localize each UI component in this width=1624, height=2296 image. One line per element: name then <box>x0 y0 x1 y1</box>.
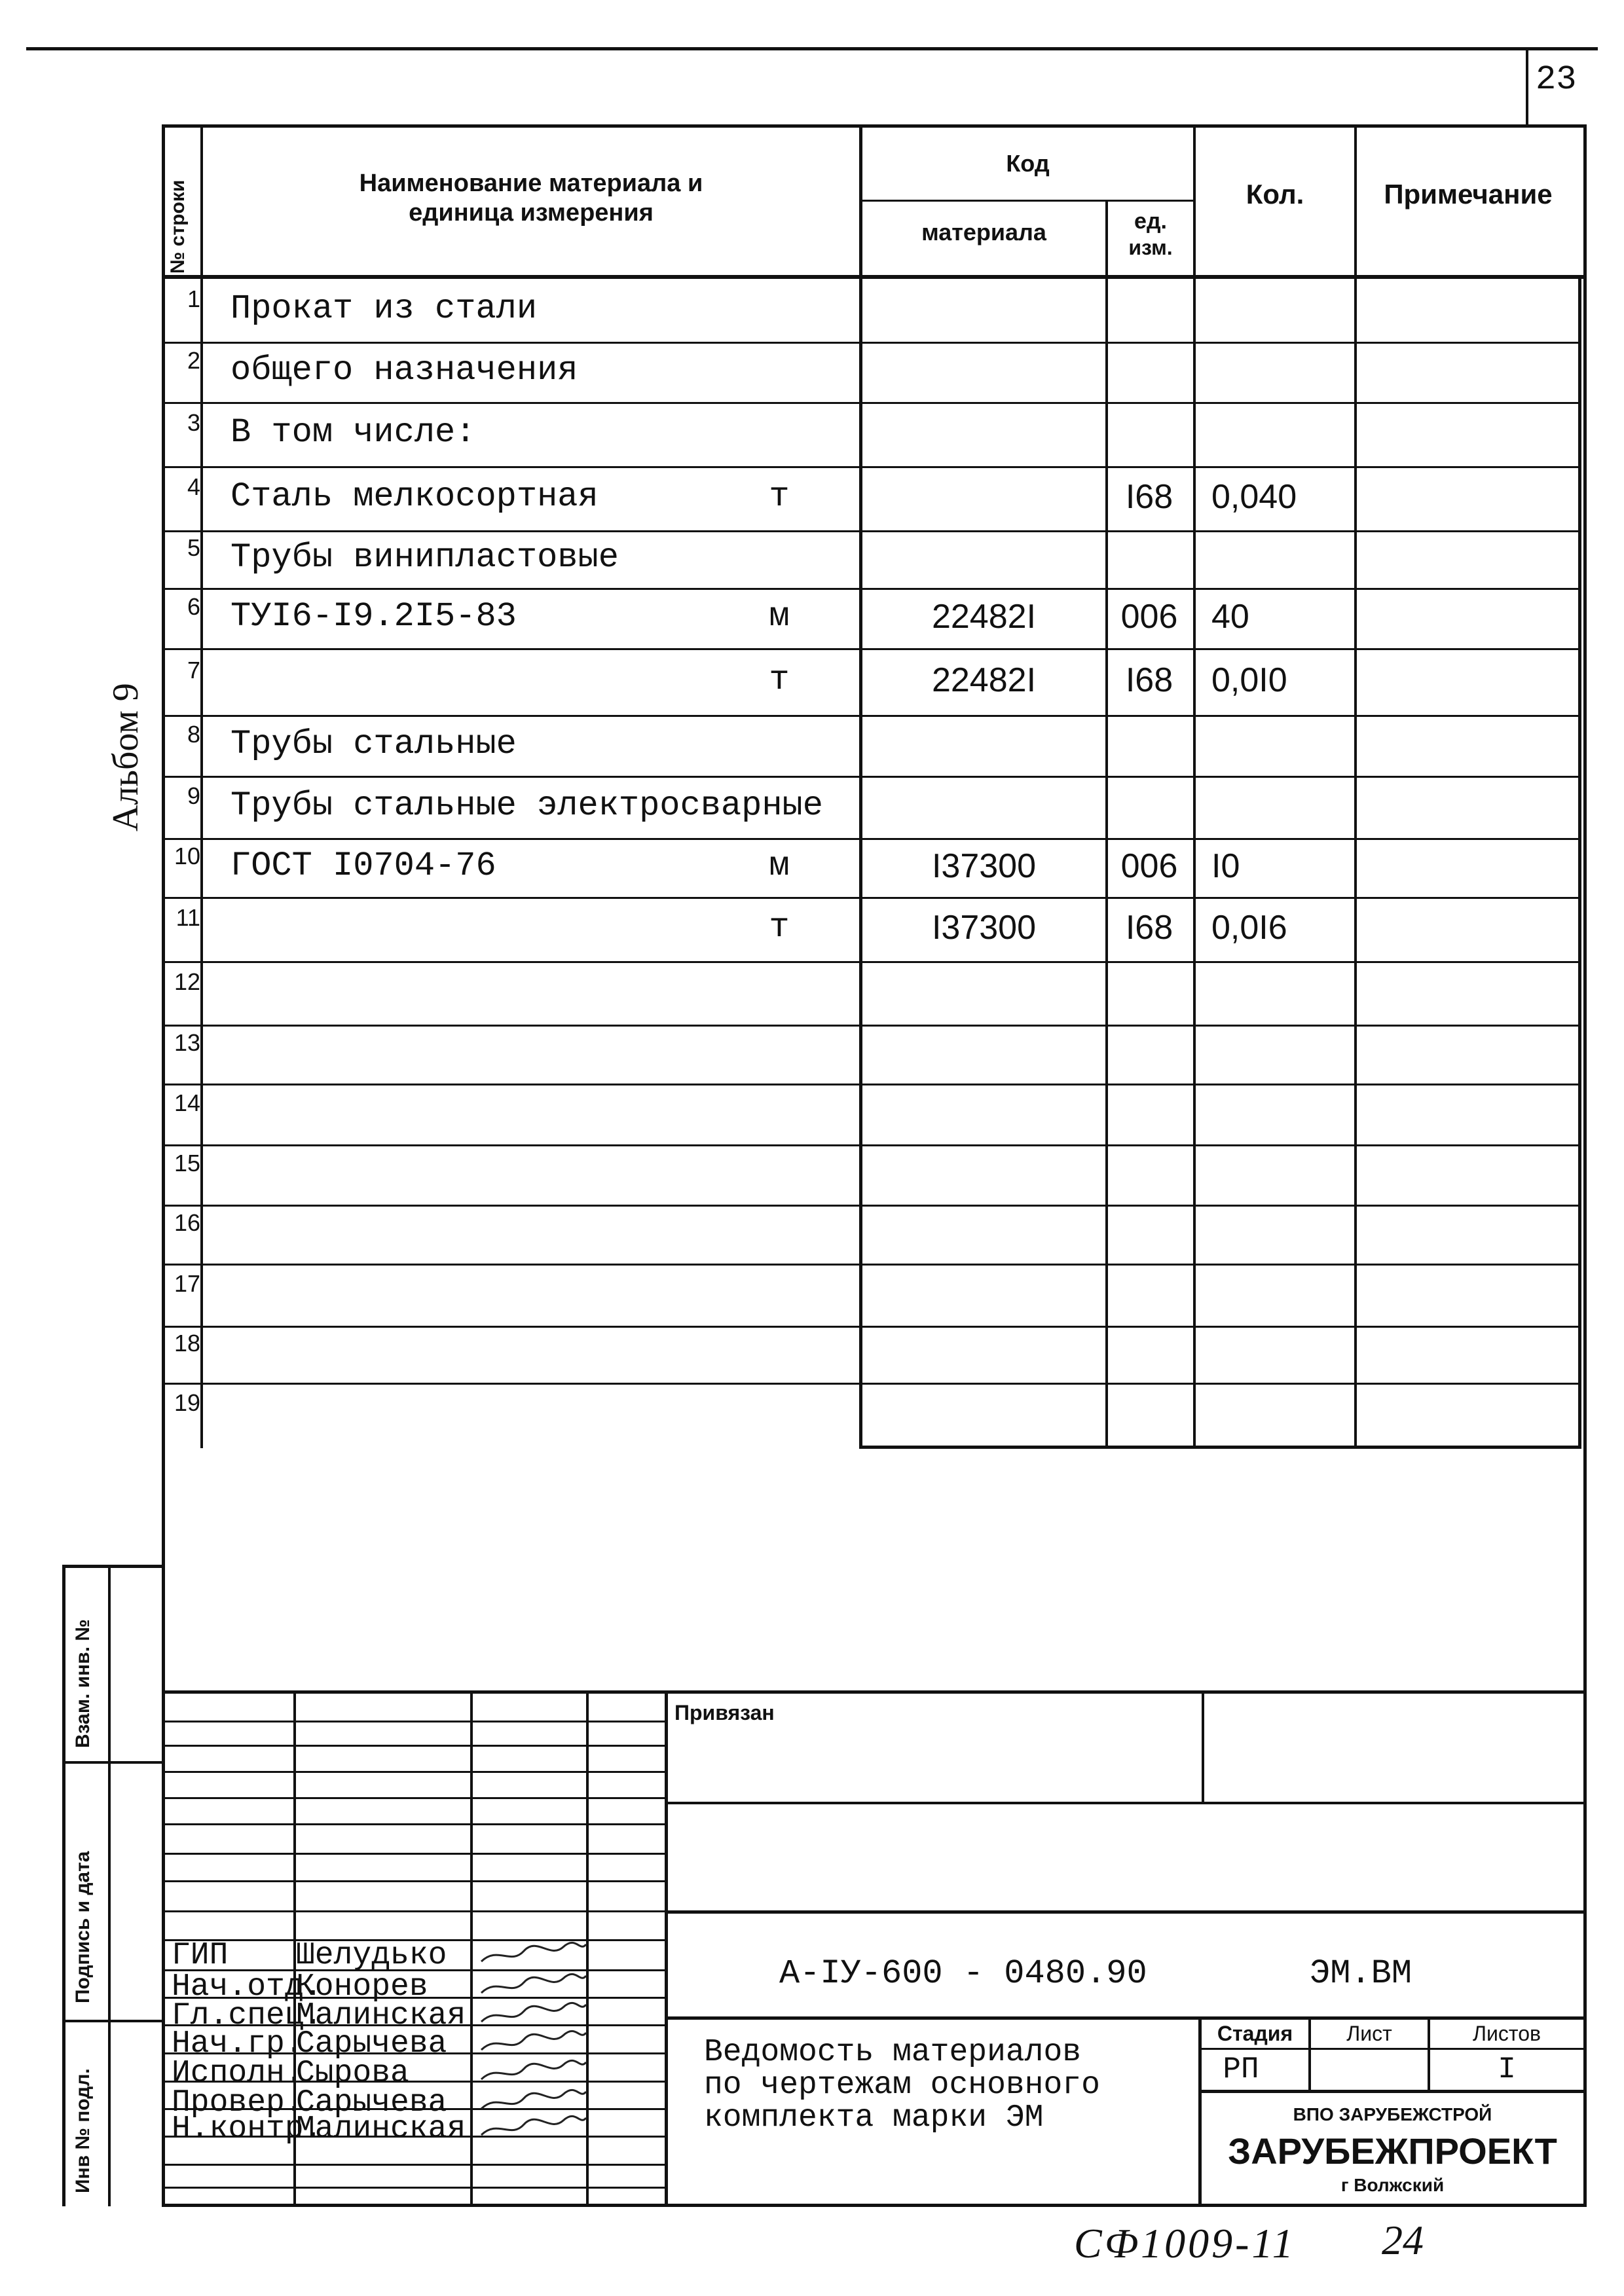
lower-left-border <box>162 1448 165 2206</box>
row-number: 4 <box>187 473 200 500</box>
side-div-2 <box>62 2020 164 2022</box>
signature-mark <box>478 2028 589 2056</box>
row-line <box>164 402 1579 404</box>
top-rule <box>26 47 1598 50</box>
signer-name: Малинская <box>296 2111 466 2147</box>
code-header-divider <box>859 200 1193 202</box>
row-line <box>164 838 1579 840</box>
sheets-label: Листов <box>1473 2021 1541 2045</box>
row-line <box>164 1205 1579 1207</box>
row-number: 18 <box>174 1329 200 1357</box>
row-code: 22482I <box>931 598 1037 636</box>
row-line <box>164 588 1579 590</box>
row-name: общего назначения <box>231 351 578 390</box>
stamp-col-d <box>665 1690 668 2206</box>
row-line <box>164 1144 1579 1146</box>
signer-name: Конорев <box>296 1969 428 2005</box>
signer-role: ГИП <box>172 1938 229 1973</box>
row-name: Сталь мелкосортная <box>231 477 599 516</box>
signer-role: Н.контр. <box>172 2111 323 2147</box>
stamp-col-b <box>470 1690 473 2206</box>
col-divider-qty <box>1354 124 1357 1448</box>
row-name: Трубы винипластовые <box>231 538 619 577</box>
row-ed: 006 <box>1120 847 1178 885</box>
sheet-label: Лист <box>1346 2021 1392 2045</box>
row-number: 3 <box>187 409 200 436</box>
header-code-unit-1: ед. <box>1134 208 1167 234</box>
stage-value: РП <box>1223 2052 1259 2086</box>
row-number: 5 <box>187 534 200 561</box>
row-line <box>164 1025 1579 1027</box>
stamp-row-line <box>164 1823 667 1825</box>
row-name: Прокат из стали <box>231 289 538 328</box>
side-top <box>62 1565 164 1568</box>
row-ed: I68 <box>1125 909 1173 947</box>
signer-role: Исполн. <box>172 2056 304 2091</box>
signer-name: Сарычева <box>296 2026 447 2062</box>
row-line <box>164 466 1579 468</box>
stamp-privyazan-bottom <box>665 1802 1587 1804</box>
side-col-inner <box>108 1565 111 2206</box>
side-col-outer <box>62 1565 65 2206</box>
header-code-material: материала <box>921 219 1046 246</box>
row-number: 12 <box>174 968 200 995</box>
row-number: 1 <box>187 285 200 312</box>
stamp-col-e <box>1202 1690 1204 1802</box>
row-name: ТУI6-I9.2I5-83 <box>231 597 517 636</box>
row-name: ГОСТ I0704-76 <box>231 847 496 885</box>
row-line <box>164 342 1579 344</box>
stamp-row-line <box>164 1910 667 1912</box>
row-line <box>164 776 1579 778</box>
row-code: I37300 <box>931 909 1037 947</box>
handwritten-page: 24 <box>1382 2217 1424 2263</box>
row-ed: I68 <box>1125 661 1173 699</box>
row-ed: I68 <box>1125 478 1173 516</box>
sheets-value: I <box>1498 2052 1516 2086</box>
stamp-info-1 <box>1198 2048 1587 2050</box>
handwritten-footer: СФ1009-11 <box>1074 2220 1296 2267</box>
row-number: 9 <box>187 782 200 809</box>
doc-title-line2: по чертежам основного <box>704 2068 1100 2103</box>
stamp-row-line <box>164 1797 667 1799</box>
signature-mark <box>478 1971 589 1999</box>
row-number: 14 <box>174 1089 200 1116</box>
stamp-info-2 <box>1198 2090 1587 2093</box>
row-line <box>164 961 1579 963</box>
header-qty: Кол. <box>1246 179 1304 210</box>
side-label-vzam: Взам. инв. № <box>72 1619 94 1748</box>
row-number: 15 <box>174 1150 200 1176</box>
col-divider-ed <box>1193 124 1196 1448</box>
row-name: Трубы стальные <box>231 724 517 763</box>
table-body-bottom <box>859 1446 1581 1449</box>
row-line <box>164 648 1579 650</box>
row-code: 22482I <box>931 661 1037 699</box>
header-code: Код <box>1006 150 1050 177</box>
row-number: 8 <box>187 720 200 748</box>
signer-role: Нач.гр. <box>172 2026 304 2062</box>
signature-mark <box>478 1939 589 1968</box>
page-number: 23 <box>1536 60 1577 99</box>
row-unit: т <box>769 477 790 516</box>
side-label-podpis: Подпись и дата <box>72 1851 94 2003</box>
row-line <box>164 715 1579 717</box>
page-bottom-border <box>162 2204 1587 2207</box>
header-name-line1: Наименование материала и <box>359 169 703 197</box>
row-line <box>164 530 1579 532</box>
row-name: Трубы стальные электросварные <box>231 786 823 825</box>
row-line <box>164 1326 1579 1328</box>
signer-name: Шелудько <box>296 1938 447 1973</box>
signer-role: Нач.отд. <box>172 1969 323 2005</box>
signature-mark <box>478 2057 589 2086</box>
stamp-row-line <box>164 2187 667 2189</box>
org-line1: ВПО ЗАРУБЕЖСТРОЙ <box>1293 2104 1492 2124</box>
row-code: I37300 <box>931 847 1037 885</box>
row-unit: т <box>769 661 790 699</box>
side-label-inv: Инв № подл. <box>72 2068 94 2193</box>
row-number: 17 <box>174 1269 200 1297</box>
table-right-border <box>1583 124 1587 2206</box>
stamp-top <box>162 1690 1587 1694</box>
stamp-row-line <box>164 1880 667 1882</box>
col-divider-rowno <box>200 124 203 1448</box>
header-code-unit-2: изм. <box>1128 235 1173 259</box>
row-qty: I0 <box>1211 847 1240 885</box>
row-line <box>164 1264 1579 1266</box>
row-qty: 0,0I0 <box>1211 661 1287 699</box>
signer-role: Провер. <box>172 2085 304 2121</box>
row-number: 13 <box>174 1029 200 1056</box>
row-name: В том числе: <box>231 413 476 452</box>
row-line <box>164 897 1579 899</box>
org-line2: ЗАРУБЕЖПРОЕКТ <box>1228 2130 1557 2172</box>
row-line <box>164 1084 1579 1085</box>
header-note: Примечание <box>1384 179 1553 210</box>
row-qty: 40 <box>1211 598 1249 636</box>
row-line <box>164 1383 1579 1385</box>
doc-mark: ЭМ.ВМ <box>1310 1954 1412 1993</box>
header-row-no: № строки <box>167 179 189 274</box>
doc-title-line3: комплекта марки ЭМ <box>704 2100 1044 2136</box>
page-number-box-left <box>1526 47 1528 124</box>
org-line3: г Волжский <box>1340 2175 1445 2195</box>
privyazan-label: Привязан <box>674 1701 775 1724</box>
row-unit: м <box>769 597 790 636</box>
doc-code: А-IУ-600 - 0480.90 <box>779 1954 1147 1993</box>
row-number: 16 <box>174 1209 200 1236</box>
header-bottom-border <box>162 275 1586 279</box>
header-name-line2: единица измерения <box>409 198 654 227</box>
row-unit: м <box>769 847 790 885</box>
row-ed: 006 <box>1120 598 1178 636</box>
signer-name: Малинская <box>296 1998 466 2033</box>
row-number: 6 <box>187 593 200 620</box>
signature-mark <box>478 2113 589 2141</box>
table-body-right <box>1578 275 1581 1448</box>
row-qty: 0,0I6 <box>1211 909 1287 947</box>
stamp-row-line <box>164 1721 667 1722</box>
side-div-1 <box>62 1761 164 1764</box>
row-number: 11 <box>175 904 200 931</box>
sheet-value <box>1311 2050 1428 2088</box>
album-label: Альбом 9 <box>105 683 146 831</box>
col-divider-code <box>1105 200 1108 1448</box>
stamp-row-line <box>164 2164 667 2166</box>
signer-name: Сырова <box>296 2056 409 2091</box>
row-number: 2 <box>187 347 200 374</box>
row-number: 19 <box>174 1389 200 1416</box>
stamp-row-line <box>164 1771 667 1773</box>
signer-role: Гл.спец. <box>172 1998 323 2033</box>
stamp-row-line <box>164 1745 667 1747</box>
signature-mark <box>478 2086 589 2115</box>
col-divider-name <box>859 124 862 1448</box>
row-unit: т <box>769 908 790 947</box>
doc-title-line1: Ведомость материалов <box>704 2035 1082 2070</box>
stamp-row-line <box>164 1853 667 1855</box>
stamp-code-top <box>665 1910 1587 1914</box>
signature-mark <box>478 1999 589 2028</box>
table-top-border <box>162 124 1586 128</box>
row-number: 10 <box>174 843 200 869</box>
signer-name: Сарычева <box>296 2085 447 2121</box>
row-qty: 0,040 <box>1211 478 1297 516</box>
stage-label: Стадия <box>1217 2021 1293 2045</box>
row-number: 7 <box>187 657 200 683</box>
